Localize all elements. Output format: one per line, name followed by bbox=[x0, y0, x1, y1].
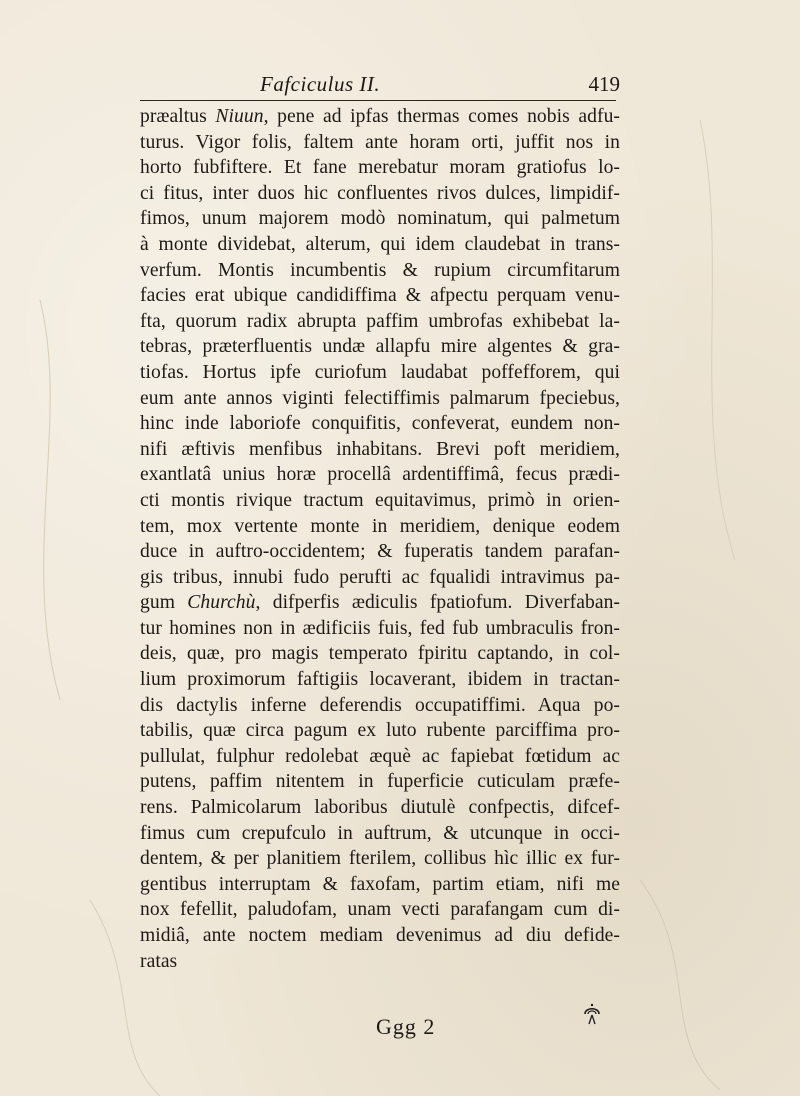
ornament-icon bbox=[582, 1002, 602, 1028]
page-footer bbox=[140, 1014, 620, 1044]
page-number: 419 bbox=[588, 72, 620, 96]
text-line: exantlatâ unius horæ procellâ ardentiffimâ, fecus prædi- bbox=[140, 464, 620, 486]
text-line: pullulat, fulphur redolebat æquè ac fapiebat fœtidum ac bbox=[140, 745, 620, 767]
text-line: fimos, unum majorem modò nominatum, qui palmetum bbox=[140, 208, 620, 230]
text-line: lium proximorum faftigiis locaverant, ibidem in tractan- bbox=[140, 669, 620, 691]
text-line: dis dactylis inferne deferendis occupatiffimi. Aqua po- bbox=[140, 694, 620, 716]
text-line: rens. Palmicolarum laboribus diutulè confpectis, difcef- bbox=[140, 797, 620, 819]
text-line: fta, quorum radix abrupta paffim umbrofas exhibebat la- bbox=[140, 310, 620, 332]
italic-name: Niuun bbox=[215, 106, 264, 127]
text-line: hinc inde laboriofe conquifitis, confeverat, eundem non- bbox=[140, 413, 620, 435]
text-line: tem, mox vertente monte in meridiem, denique eodem bbox=[140, 515, 620, 537]
text-line: à monte dividebat, alterum, qui idem claudebat in trans- bbox=[140, 233, 620, 255]
text-line: ratas bbox=[140, 950, 178, 972]
text-line: gis tribus, innubi fudo perufti ac fqualidi intravimus pa- bbox=[140, 566, 620, 588]
text-line: tur homines non in ædificiis fuis, fed fub umbraculis fron- bbox=[140, 617, 620, 639]
text-line: turus. Vigor folis, faltem ante horam orti, juffit nos in bbox=[140, 131, 620, 153]
text-line: gentibus interruptam & faxofam, partim etiam, nifi me bbox=[140, 873, 620, 895]
text-line: eum ante annos viginti felectiffimis palmarum fpeciebus, bbox=[140, 387, 620, 409]
header-rule bbox=[140, 100, 616, 101]
text-line: duce in auftro-occidentem; & fuperatis tandem parafan- bbox=[140, 541, 620, 563]
text-line: nifi æftivis menfibus inhabitans. Brevi poft meridiem, bbox=[140, 438, 620, 460]
text-line: horto fubfiftere. Et fane merebatur moram gratiofus lo- bbox=[140, 157, 620, 179]
text-line: ci fitus, inter duos hic confluentes rivos dulces, limpidif- bbox=[140, 182, 620, 204]
text-line: tabilis, quæ circa pagum ex luto rubente parciffima pro- bbox=[140, 720, 620, 742]
text-line: cti montis rivique tractum equitavimus, primò in orien- bbox=[140, 489, 620, 511]
text-line: præaltus Niuun, pene ad ipfas thermas comes nobis adfu- bbox=[140, 106, 620, 127]
text-line: verfum. Montis incumbentis & rupium circumfitarum bbox=[140, 259, 620, 281]
text-line: deis, quæ, pro magis temperato fpiritu captando, in col- bbox=[140, 643, 620, 665]
text-line: putens, paffim nitentem in fuperficie cuticulam præfe- bbox=[140, 771, 620, 793]
signature-mark: Ggg 2 bbox=[376, 1014, 436, 1039]
text-line: tiofas. Hortus ipfe curiofum laudabat poffefforem, qui bbox=[140, 361, 620, 383]
text-line: midiâ, ante noctem mediam devenimus ad diu defide- bbox=[140, 925, 620, 946]
page-header bbox=[140, 72, 620, 102]
text-line: gum Churchù, difperfis ædiculis fpatiofum. Diverfaban- bbox=[140, 592, 620, 614]
running-title: Fafciculus II. bbox=[260, 72, 381, 96]
body-text bbox=[140, 104, 620, 974]
text-line: fimus cum crepufculo in auftrum, & utcunque in occi- bbox=[140, 822, 620, 844]
text-line: tebras, præterfluentis undæ allapfu mire algentes & gra- bbox=[140, 336, 620, 358]
italic-name: Churchù bbox=[187, 592, 256, 614]
text-line: dentem, & per planitiem fterilem, collibus hìc illic ex fur- bbox=[140, 848, 620, 870]
text-line: facies erat ubique candidiffima & afpectu perquam venu- bbox=[140, 285, 620, 307]
text-line: nox fefellit, paludofam, unam vecti parafangam cum di- bbox=[140, 899, 620, 921]
